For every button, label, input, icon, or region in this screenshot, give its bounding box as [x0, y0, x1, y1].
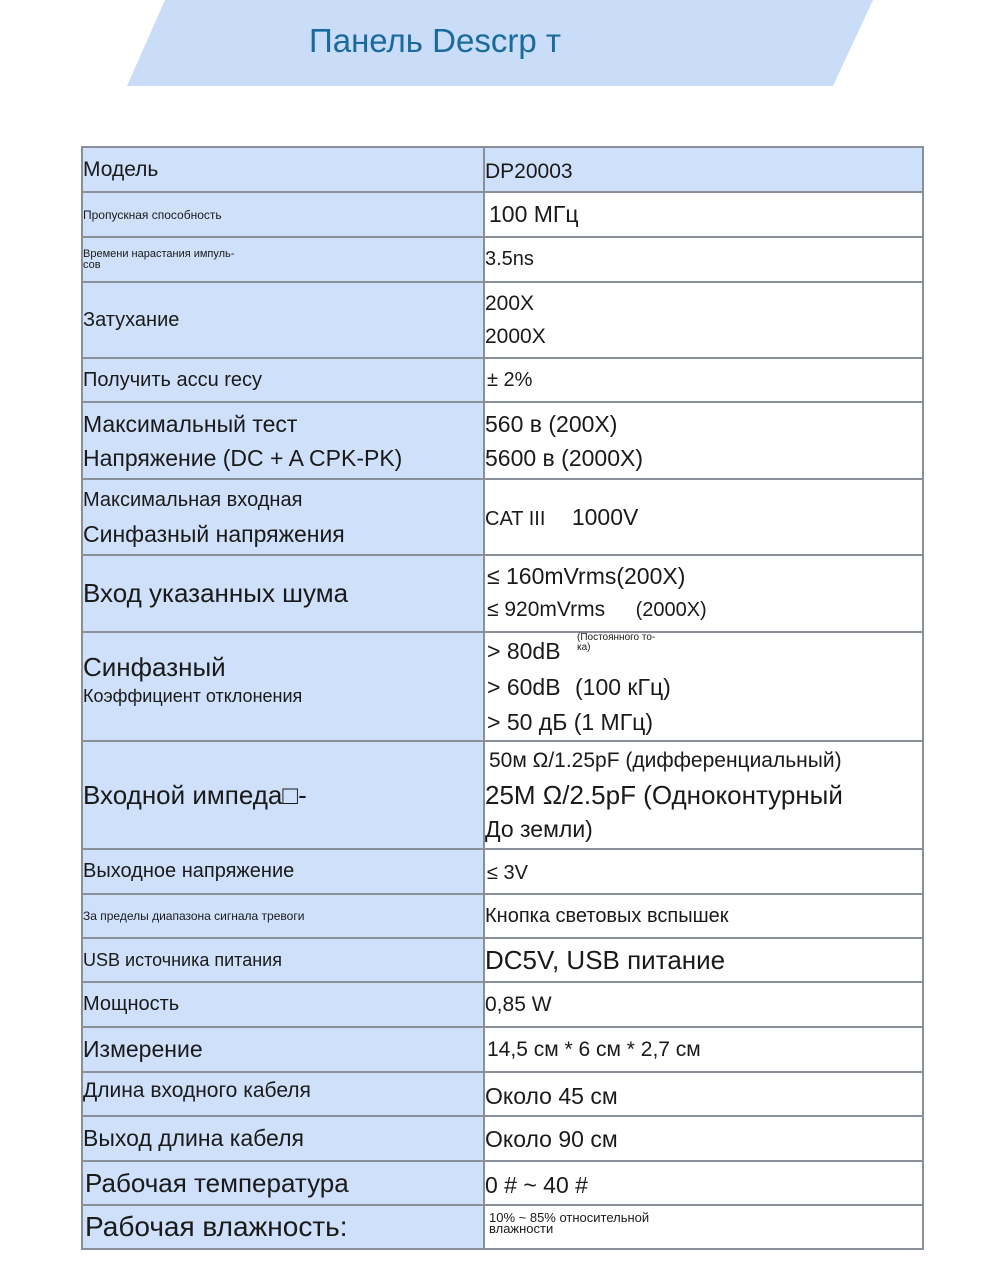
table-row: [82, 1116, 923, 1161]
value-text: До земли): [485, 816, 593, 842]
key-text: Выходное напряжение: [83, 860, 295, 882]
key-text: Получить accu recy: [83, 368, 263, 391]
value-text: 2000X: [485, 325, 546, 348]
key-text: Выход длина кабеля: [83, 1125, 304, 1151]
key-text: Времени нарастания импуль-: [83, 247, 235, 260]
key-text: Рабочая влажность:: [85, 1211, 348, 1242]
spec-value: [484, 1205, 923, 1249]
table-row: [82, 1205, 923, 1249]
value-text: 10% ~ 85% относительной: [489, 1210, 650, 1225]
value-text: DP20003: [485, 159, 573, 183]
spec-key: [82, 479, 484, 555]
value-text: (2000X): [635, 598, 707, 621]
table-row: [82, 192, 923, 237]
key-text: Синфазный напряжения: [83, 521, 345, 547]
value-text: ≤ 3V: [487, 862, 528, 884]
spec-value: [484, 849, 923, 894]
spec-value: [484, 479, 923, 555]
value-text: Около 45 см: [485, 1082, 618, 1109]
value-text: 50м Ω/1.25pF (дифференциальный): [489, 749, 842, 772]
key-text: сов: [83, 258, 101, 271]
key-text: Измерение: [83, 1036, 203, 1062]
spec-value: [484, 147, 923, 192]
value-text: ка): [577, 642, 591, 653]
table-row: [82, 237, 923, 282]
spec-value: [484, 237, 923, 282]
spec-value: [484, 555, 923, 632]
value-text: 14,5 см * 6 см * 2,7 см: [487, 1037, 701, 1061]
value-text: Кнопка световых вспышек: [485, 904, 729, 927]
key-text: Модель: [83, 157, 159, 181]
key-text: Мощность: [83, 993, 180, 1015]
spec-key: [82, 192, 484, 237]
table-row: [82, 849, 923, 894]
spec-value: [484, 358, 923, 402]
value-text: 560 в (200X): [485, 410, 618, 437]
table-row: [82, 1161, 923, 1205]
spec-key: [82, 358, 484, 402]
value-text: 0,85 W: [485, 992, 552, 1016]
spec-key: [82, 1205, 484, 1249]
spec-value: [484, 741, 923, 849]
spec-value: [484, 1072, 923, 1116]
spec-key: [82, 237, 484, 282]
spec-value: [484, 282, 923, 358]
key-text: USB источника питания: [83, 949, 282, 970]
value-text: 200X: [485, 292, 535, 315]
table-row: [82, 147, 923, 192]
spec-value: [484, 1161, 923, 1205]
spec-value: [484, 982, 923, 1027]
spec-key: [82, 938, 484, 982]
value-text: (Постоянного то-: [577, 632, 656, 643]
table-row: [82, 1072, 923, 1116]
key-text: Затухание: [83, 308, 180, 331]
spec-key: [82, 402, 484, 479]
spec-value: [484, 938, 923, 982]
key-text: Синфазный: [83, 651, 226, 682]
value-text: влажности: [489, 1221, 554, 1236]
key-text: Максимальный тест: [83, 410, 298, 437]
spec-key: [82, 849, 484, 894]
value-text: 100 МГц: [489, 201, 579, 227]
table-row: [82, 358, 923, 402]
title-banner: [127, 0, 873, 86]
spec-value: [484, 1027, 923, 1072]
table-row: [82, 282, 923, 358]
table-row: [82, 479, 923, 555]
value-text: 1000V: [571, 503, 639, 530]
value-text: 3.5ns: [485, 248, 534, 270]
spec-key: [82, 555, 484, 632]
key-text: Вход указанных шума: [83, 578, 349, 608]
table-row: [82, 555, 923, 632]
value-text: ≤ 920mVrms: [487, 597, 606, 621]
value-text: 5600 в (2000X): [485, 444, 643, 471]
spec-key: [82, 1027, 484, 1072]
value-text: (100 кГц): [575, 674, 671, 700]
spec-key: [82, 894, 484, 938]
spec-value: [484, 1116, 923, 1161]
value-text: > 50 дБ (1 МГц): [487, 709, 653, 735]
value-text: 0 # ~ 40 #: [485, 1171, 588, 1198]
value-note: [577, 633, 655, 653]
table-row: [82, 402, 923, 479]
spec-value: [484, 894, 923, 938]
value-text: DC5V, USB питание: [485, 944, 726, 975]
table-row: [82, 894, 923, 938]
table-row: [82, 1027, 923, 1072]
spec-key: [82, 147, 484, 192]
spec-key: [82, 632, 484, 741]
table-row: [82, 982, 923, 1027]
table-row: [82, 938, 923, 982]
spec-table: [81, 146, 924, 1250]
key-text: Напряжение (DC + A CPK-PK): [83, 444, 403, 471]
spec-key: [82, 1072, 484, 1116]
page-title: Панель Descrp т: [309, 22, 561, 59]
value-text: 25M Ω/2.5pF (Одноконтурный: [485, 780, 843, 810]
spec-value: [484, 192, 923, 237]
spec-value: [484, 402, 923, 479]
spec-key: [82, 1116, 484, 1161]
value-text: Около 90 см: [485, 1126, 618, 1152]
key-text: За пределы диапазона сигнала тревоги: [83, 909, 305, 923]
table-row: [82, 632, 923, 741]
key-text: Максимальная входная: [83, 489, 303, 511]
value-text: ± 2%: [487, 368, 533, 391]
table-row: [82, 741, 923, 849]
spec-key: [82, 741, 484, 849]
spec-key: [82, 1161, 484, 1205]
key-text: Пропускная способность: [83, 207, 222, 222]
key-text: Коэффициент отклонения: [83, 685, 303, 706]
key-text: Рабочая температура: [85, 1167, 349, 1198]
key-text: Входной импеда□-: [83, 779, 307, 810]
value-text: > 80dB: [487, 638, 561, 664]
spec-key: [82, 982, 484, 1027]
value-text: > 60dB: [487, 674, 561, 700]
spec-key: [82, 282, 484, 358]
value-text: CAT III: [485, 507, 546, 530]
key-text: Длина входного кабеля: [83, 1079, 311, 1102]
value-text: ≤ 160mVrms(200X): [487, 562, 686, 589]
spec-value: [484, 632, 923, 741]
